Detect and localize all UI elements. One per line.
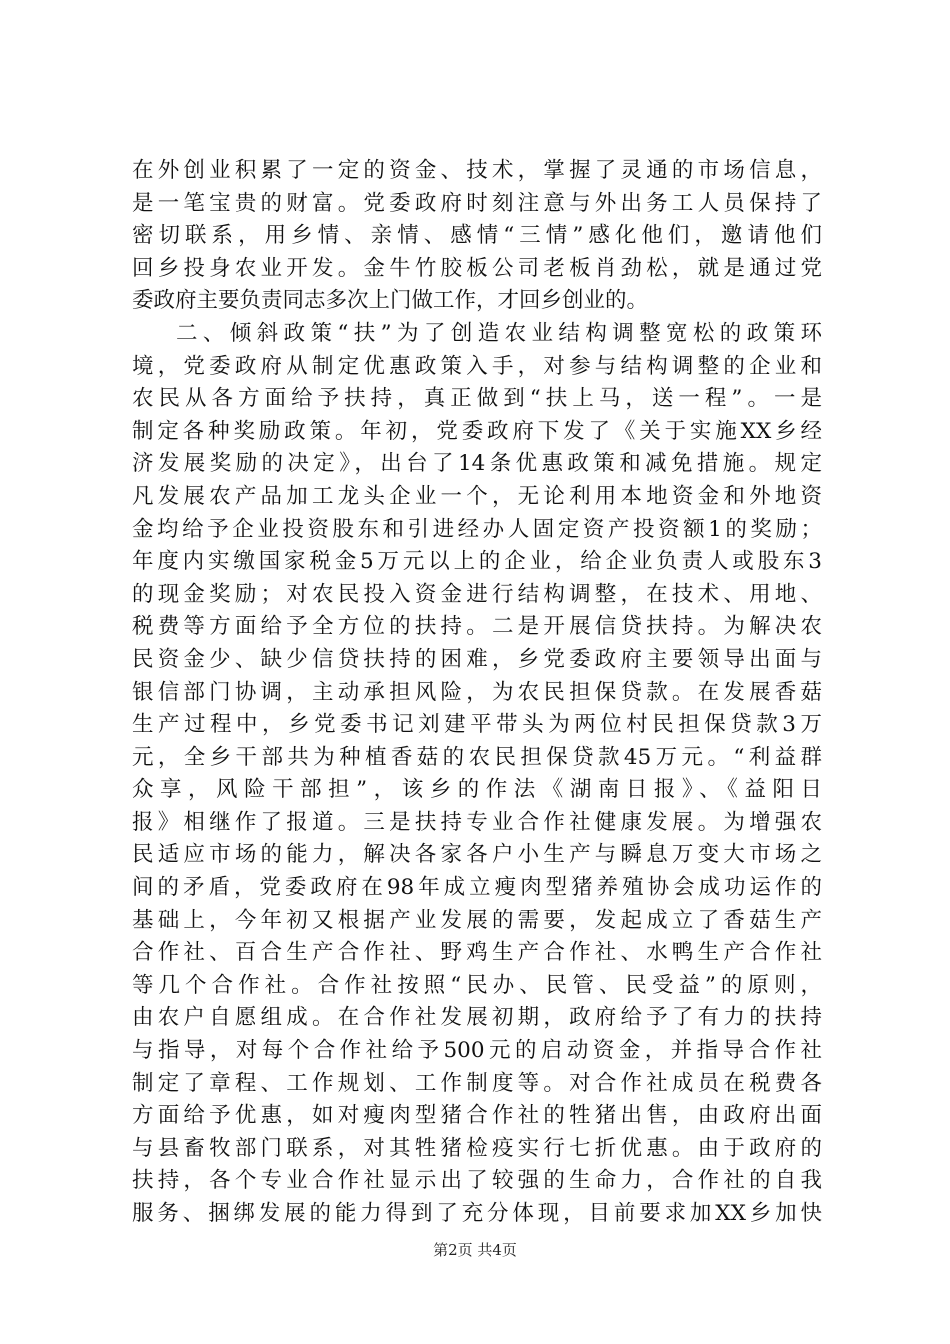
- text-line: 合作社、百合生产合作社、野鸡生产合作社、水鸭生产合作社: [132, 940, 822, 966]
- text-line: 年度内实缴国家税金5万元以上的企业，给企业负责人或股东3: [132, 549, 822, 575]
- text-line: 与指导，对每个合作社给予500元的启动资金，并指导合作社: [132, 1038, 822, 1064]
- text-line: 等几个合作社。合作社按照“民办、民管、民受益”的原则，: [132, 972, 822, 998]
- text-line: 与县畜牧部门联系，对其牲猪检疫实行七折优惠。由于政府的: [132, 1135, 822, 1161]
- text-line: 众享，风险干部担”，该乡的作法《湖南日报》、《益阳日: [132, 777, 822, 803]
- text-line: 扶持，各个专业合作社显示出了较强的生命力，合作社的自我: [132, 1168, 822, 1194]
- text-line: 报》相继作了报道。三是扶持专业合作社健康发展。为增强农: [132, 809, 822, 835]
- text-line: 密切联系，用乡情、亲情、感情“三情”感化他们，邀请他们: [132, 223, 822, 249]
- text-line: 生产过程中，乡党委书记刘建平带头为两位村民担保贷款3万: [132, 712, 822, 738]
- text-line: 由农户自愿组成。在合作社发展初期，政府给予了有力的扶持: [132, 1005, 822, 1031]
- text-line: 在外创业积累了一定的资金、技术，掌握了灵通的市场信息，: [132, 158, 822, 183]
- text-line: 元，全乡干部共为种植香菇的农民担保贷款45万元。“利益群: [132, 744, 822, 770]
- text-line: 制定各种奖励政策。年初，党委政府下发了《关于实施XX乡经: [132, 418, 822, 444]
- text-line: 服务、捆绑发展的能力得到了充分体现，目前要求加XX乡加快: [132, 1201, 822, 1226]
- body-text: [132, 155, 822, 1231]
- page-number-footer: 第2页 共4页: [433, 1241, 517, 1259]
- text-line: 税费等方面给予全方位的扶持。二是开展信贷扶持。为解决农: [132, 614, 822, 640]
- text-line: 制定了章程、工作规划、工作制度等。对合作社成员在税费各: [132, 1070, 822, 1096]
- text-line: 间的矛盾，党委政府在98年成立瘦肉型猪养殖协会成功运作的: [132, 875, 822, 901]
- text-line: 济发展奖励的决定》，出台了14条优惠政策和减免措施。规定: [132, 451, 822, 477]
- text-line: 回乡投身农业开发。金牛竹胶板公司老板肖劲松，就是通过党: [132, 255, 822, 281]
- text-line: 金均给予企业投资股东和引进经办人固定资产投资额1的奖励；: [132, 516, 822, 542]
- text-line: 方面给予优惠，如对瘦肉型猪合作社的牲猪出售，由政府出面: [132, 1103, 822, 1129]
- text-line: 是一笔宝贵的财富。党委政府时刻注意与外出务工人员保持了: [132, 190, 822, 216]
- text-line: 民适应市场的能力，解决各家各户小生产与瞬息万变大市场之: [132, 842, 822, 868]
- text-line-paragraph-start: 二、倾斜政策“扶”为了创造农业结构调整宽松的政策环: [176, 320, 822, 346]
- text-line: 银信部门协调，主动承担风险，为农民担保贷款。在发展香菇: [132, 679, 822, 705]
- text-line: 委政府主要负责同志多次上门做工作，才回乡创业的。: [132, 288, 649, 314]
- text-line: 境，党委政府从制定优惠政策入手，对参与结构调整的企业和: [132, 353, 822, 379]
- text-line: 的现金奖励；对农民投入资金进行结构调整，在技术、用地、: [132, 581, 822, 607]
- text-line: 农民从各方面给予扶持，真正做到“扶上马，送一程”。一是: [132, 386, 822, 412]
- text-line: 基础上，今年初又根据产业发展的需要，发起成立了香菇生产: [132, 907, 822, 933]
- text-line: 民资金少、缺少信贷扶持的困难，乡党委政府主要领导出面与: [132, 646, 822, 672]
- text-line: 凡发展农产品加工龙头企业一个，无论利用本地资金和外地资: [132, 483, 822, 509]
